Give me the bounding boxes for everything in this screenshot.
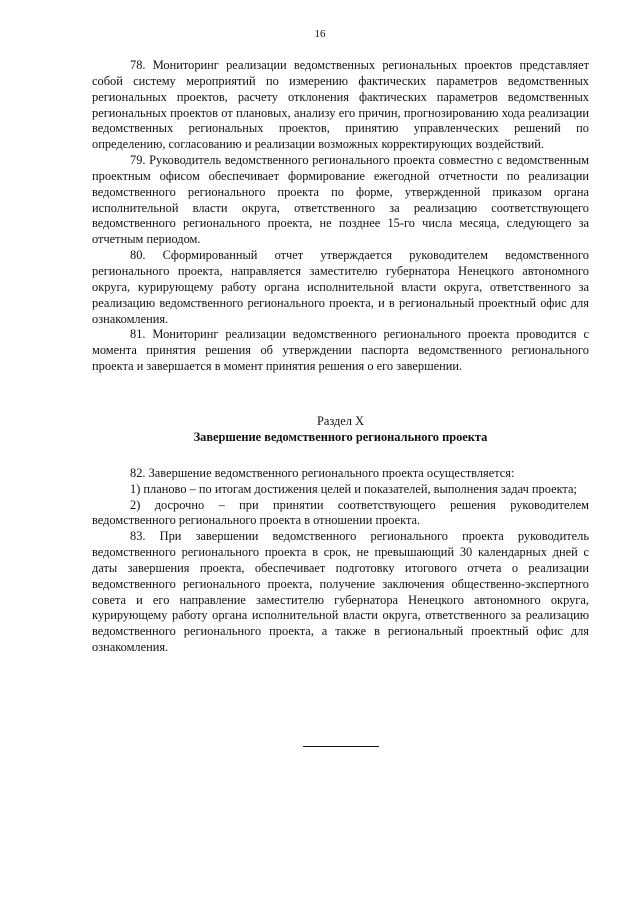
paragraph-79: 79. Руководитель ведомственного регионального проекта совместно с ведомственным проектным офисом обеспечивает формирование ежегодной отчетности по реализации ведомственного регионального проекта по форме, утвержденной приказом органа исполнительной власти округа, ответственного за реализацию соответствующего ведомственного регионального проекта, не позднее 15-го числа месяца, следующего за отчетным периодом. bbox=[92, 153, 589, 247]
paragraph-81: 81. Мониторинг реализации ведомственного регионального проекта проводится с момента принятия решения об утверждении паспорта ведомственного регионального проекта и завершается в момент принятия решения о его завершении. bbox=[92, 327, 589, 374]
end-of-page-rule bbox=[303, 746, 379, 747]
paragraph-83: 83. При завершении ведомственного регионального проекта руководитель ведомственного регионального проекта в срок, не превышающий 30 календарных дней с даты завершения проекта, обеспечивает подготовку итогового отчета о реализации ведомственного регионального проекта, получение заключения общественно-экспертного совета и его направление заместителю губернатора Ненецкого автономного округа, курирующему работу органа исполнительной власти округа, ответственного за реализацию ведомственного регионального проекта, а также в региональный проектный офис для ознакомления. bbox=[92, 529, 589, 655]
list-item-early: 2) досрочно – при принятии соответствующего решения руководителем ведомственного регионального проекта в отношении проекта. bbox=[92, 497, 589, 528]
document-body bbox=[92, 58, 589, 656]
paragraph-78: 78. Мониторинг реализации ведомственных региональных проектов представляет собой систему мероприятий по измерению фактических параметров ведомственных региональных проектов, расчету отклонения фактических параметров ведомственных региональных проектов от плановых, анализу его причин, прогнозированию хода реализации ведомственных региональных проектов, принятию управленческих решений по определению, согласованию и реализации возможных корректирующих воздействий. bbox=[92, 58, 589, 152]
page-number: 16 bbox=[314, 28, 326, 40]
list-item-planned: 1) планово – по итогам достижения целей и показателей, выполнения задач проекта; bbox=[130, 481, 577, 496]
paragraph-80: 80. Сформированный отчет утверждается руководителем ведомственного регионального проекта, направляется заместителю губернатора Ненецкого автономного округа, курирующему работу органа исполнительной власти округа, ответственного за реализацию ведомственного регионального проекта, и в региональный проектный офис для ознакомления. bbox=[92, 248, 589, 326]
section-title: Завершение ведомственного регионального проекта bbox=[193, 429, 488, 444]
section-number: Раздел X bbox=[316, 413, 365, 428]
paragraph-82: 82. Завершение ведомственного регионального проекта осуществляется: bbox=[130, 465, 515, 480]
